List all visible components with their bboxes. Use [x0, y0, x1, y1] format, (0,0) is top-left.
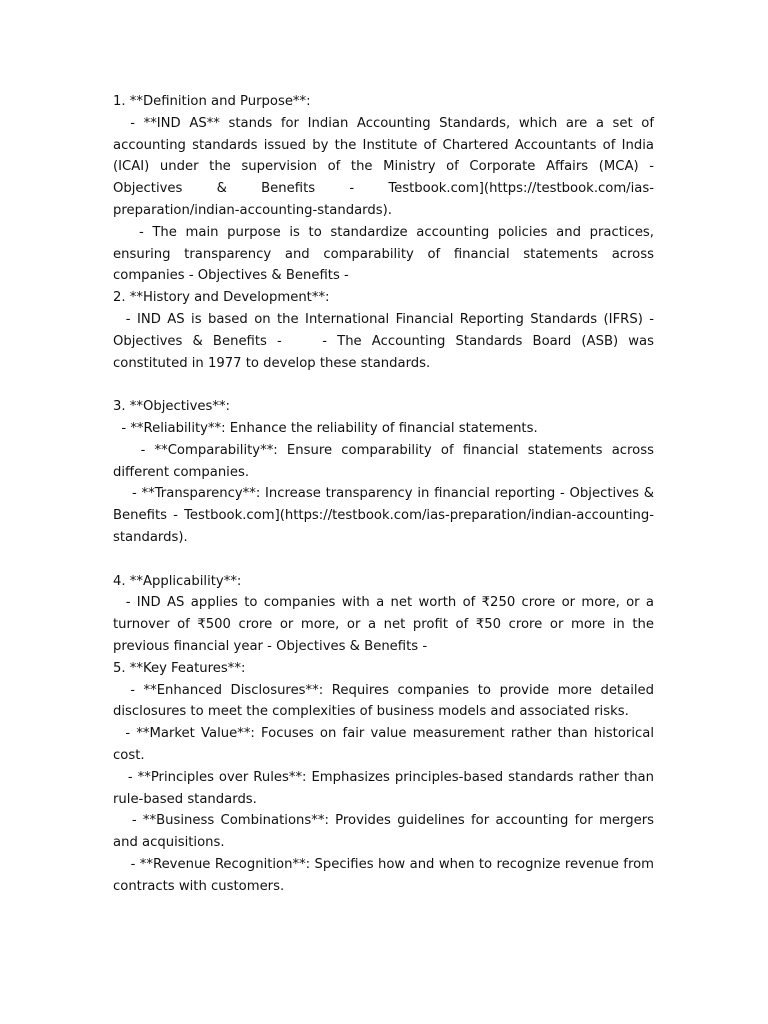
section-heading-applicability: 4. **Applicability**: — [113, 573, 242, 589]
section-heading-objectives: 3. **Objectives**: — [113, 399, 230, 415]
paragraph-business-combinations: - **Business Combinations**: Provides guidelines for accounting for mergers and acquisitions. — [113, 813, 659, 851]
section-heading-definition: 1. **Definition and Purpose**: — [113, 94, 311, 109]
paragraph-revenue-recognition: - **Revenue Recognition**: Specifies how and when to recognize revenue from contracts with customers. — [113, 856, 659, 894]
paragraph-ind-as-definition: - **IND AS** stands for Indian Accounting Standards, which are a set of accounting standards issued by the Institute of Chartered Accountants of India (ICAI) under the supervision of the Ministry of Corporate Affairs (MCA) - Objectives & Benefits - Testbook.com](https://testbook.com/ias-preparation/indian-accounting-standards). — [113, 115, 659, 218]
paragraph-comparability: - **Comparability**: Ensure comparability of financial statements across different companies. — [113, 442, 659, 480]
paragraph-history: - IND AS is based on the International Financial Reporting Standards (IFRS) - Objectives & Benefits - - The Accounting Standards Board (ASB) was constituted in 1977 to develop these standards. — [113, 311, 659, 371]
section-heading-key-features: 5. **Key Features**: — [113, 660, 246, 676]
paragraph-transparency: - **Transparency**: Increase transparency in financial reporting - Objectives & Benefits - Testbook.com](https://testbook.com/ias-preparation/indian-accounting-standards). — [113, 486, 659, 545]
paragraph-market-value: - **Market Value**: Focuses on fair value measurement rather than historical cost. — [113, 726, 659, 763]
paragraph-enhanced-disclosures: - **Enhanced Disclosures**: Requires companies to provide more detailed disclosures to meet the complexities of business models and associated risks. — [113, 682, 659, 720]
section-heading-history: 2. **History and Development**: — [113, 290, 330, 306]
spacer — [113, 374, 654, 396]
paragraph-main-purpose: - The main purpose is to standardize accounting policies and practices, ensuring transparency and comparability of financial statements across companies - Objectives & Benefits - — [113, 224, 659, 284]
paragraph-principles-over-rules: - **Principles over Rules**: Emphasizes principles-based standards rather than rule-based standards. — [113, 769, 659, 807]
spacer — [113, 549, 654, 571]
paragraph-reliability: - **Reliability**: Enhance the reliability of financial statements. — [113, 420, 538, 436]
paragraph-applicability: - IND AS applies to companies with a net worth of ₹250 crore or more, or a turnover of ₹500 crore or more, or a net profit of ₹50 crore or more in the previous financial year - Objectives & Benefits - — [113, 595, 659, 654]
document-page — [113, 91, 659, 897]
